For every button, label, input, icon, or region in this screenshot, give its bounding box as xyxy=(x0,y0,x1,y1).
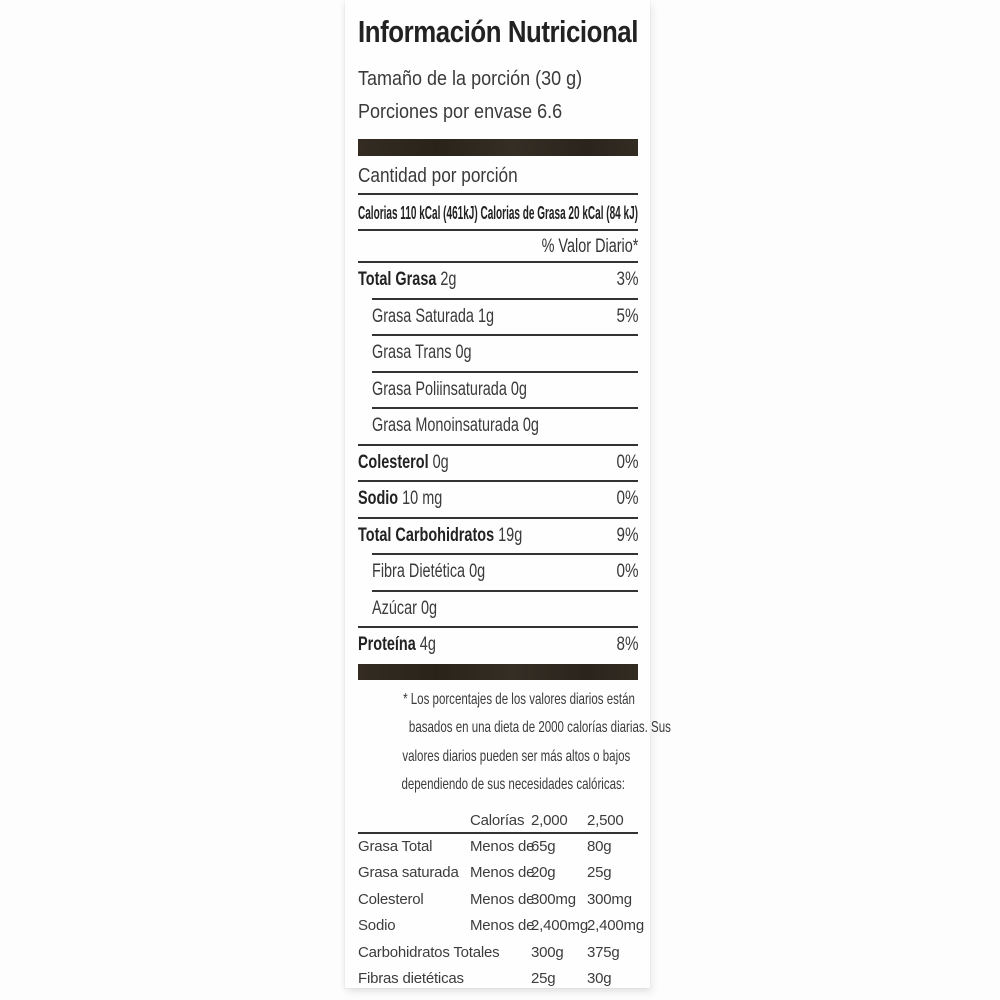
servings-per-container-text: Porciones por envase 6.6 xyxy=(358,101,563,123)
table-cell: Fibras dietéticas xyxy=(358,970,464,987)
nutrient-label: Fibra Dietética xyxy=(372,561,466,582)
label-title: Información Nutricional xyxy=(358,14,638,49)
nutrient-row xyxy=(358,263,638,298)
table-header-cell xyxy=(358,808,470,835)
nutrient-row xyxy=(358,373,638,408)
table-cell: Grasa saturada xyxy=(358,864,459,881)
nutrient-value: 0g xyxy=(465,561,486,582)
serving-size-text: Tamaño de la porción (30 g) xyxy=(358,68,583,90)
table-cell: 300mg xyxy=(531,890,576,908)
nutrient-label: Grasa Poliinsaturada xyxy=(372,378,507,400)
nutrient-row xyxy=(358,409,638,444)
table-cell xyxy=(470,966,531,993)
nutrient-text xyxy=(358,628,436,663)
table-header-cell: Calorías xyxy=(470,811,525,829)
footnote xyxy=(358,686,671,800)
table-cell: 300mg xyxy=(587,890,632,908)
calories-row xyxy=(358,195,638,231)
nutrient-label: Colesterol xyxy=(358,451,429,473)
table-cell: Menos de xyxy=(470,864,535,881)
footnote-text: basados en una dieta de 2000 calorías diarias. Sus xyxy=(408,719,671,736)
nutrient-daily-value: 3% xyxy=(616,269,638,290)
reference-table xyxy=(358,808,644,993)
calories-text: Calorias 110 kCal (461kJ) Calorias de Grasa 20 kCal (84 kJ) xyxy=(358,203,638,223)
nutrient-value: 2g xyxy=(436,269,457,290)
nutrient-value: 0g xyxy=(416,597,438,619)
table-cell: 300g xyxy=(531,943,564,961)
table-cell: 65g xyxy=(531,837,556,855)
nutrient-label: Sodio xyxy=(358,488,399,509)
nutrient-value: 1g xyxy=(473,305,495,327)
nutrient-label: Total Carbohidratos xyxy=(358,524,495,546)
divider-bar-bottom xyxy=(358,664,638,680)
servings-per-container-row xyxy=(358,97,638,128)
nutrient-row xyxy=(358,628,638,663)
nutrient-row xyxy=(358,592,638,627)
nutrient-text xyxy=(372,555,485,590)
table-cell: 375g xyxy=(587,943,620,961)
table-cell: 2,400mg xyxy=(587,917,644,934)
nutrient-daily-value: 0% xyxy=(616,488,638,509)
table-cell: 30g xyxy=(587,970,612,987)
nutrient-rows xyxy=(358,263,638,663)
nutrient-label: Grasa Trans xyxy=(372,342,452,363)
serving-size-row xyxy=(358,64,638,95)
daily-value-header-text: % Valor Diario* xyxy=(541,236,638,257)
footnote-text: dependiendo de sus necesidades calóricas: xyxy=(401,776,625,793)
footnote-line xyxy=(358,743,638,772)
table-header-cell: 2,500 xyxy=(587,811,624,829)
table-cell: 25g xyxy=(531,970,556,987)
footnote-text: * Los porcentajes de los valores diarios están xyxy=(403,690,635,708)
nutrition-label xyxy=(345,0,671,988)
nutrient-value: 0g xyxy=(451,342,472,363)
footnote-line xyxy=(358,771,638,800)
table-row xyxy=(358,940,638,967)
table-cell: 80g xyxy=(587,837,612,855)
footnote-line xyxy=(358,686,638,715)
nutrient-row xyxy=(358,482,638,517)
nutrient-label: Proteína xyxy=(358,634,416,655)
divider-bar-top xyxy=(358,139,638,156)
nutrient-text xyxy=(358,482,442,517)
nutrient-row xyxy=(358,446,638,481)
table-row xyxy=(358,834,638,861)
table-cell: Menos de xyxy=(470,837,535,855)
nutrient-daily-value: 0% xyxy=(616,561,638,582)
nutrient-text xyxy=(358,263,456,298)
table-cell: Sodio xyxy=(358,917,396,934)
table-cell: Menos de xyxy=(470,890,535,908)
nutrient-daily-value: 8% xyxy=(616,634,638,655)
nutrient-label: Grasa Saturada xyxy=(372,305,474,327)
table-cell: Grasa Total xyxy=(358,837,433,855)
label-title-row xyxy=(358,12,638,52)
table-cell: 2,400mg xyxy=(531,917,588,934)
nutrient-daily-value: 5% xyxy=(616,305,638,327)
nutrient-row xyxy=(358,336,638,371)
table-row xyxy=(358,887,638,914)
table-cell: 20g xyxy=(531,864,556,881)
nutrient-daily-value: 9% xyxy=(616,524,638,546)
nutrient-label: Grasa Monoinsaturada xyxy=(372,415,519,436)
nutrient-value: 0g xyxy=(518,415,539,436)
nutrient-text xyxy=(358,519,522,554)
nutrient-text xyxy=(372,373,527,408)
nutrient-daily-value: 0% xyxy=(616,451,638,473)
table-cell: 25g xyxy=(587,864,612,881)
nutrient-text xyxy=(372,300,494,335)
nutrient-row xyxy=(358,555,638,590)
amount-per-serving-text: Cantidad por porción xyxy=(358,165,518,187)
nutrient-text xyxy=(372,409,539,444)
nutrient-value: 4g xyxy=(415,634,436,655)
table-cell: Menos de xyxy=(470,917,535,934)
nutrient-label: Total Grasa xyxy=(358,269,437,290)
table-cell xyxy=(470,940,531,967)
nutrient-value: 0g xyxy=(428,451,449,473)
nutrient-value: 0g xyxy=(506,378,527,400)
nutrient-row xyxy=(358,519,638,554)
footnote-line xyxy=(358,714,671,743)
nutrient-text xyxy=(358,446,449,481)
daily-value-header-row xyxy=(358,231,638,263)
amount-per-serving-row xyxy=(358,161,638,195)
table-row xyxy=(358,966,638,993)
nutrient-text xyxy=(372,592,437,627)
table-row xyxy=(358,860,638,887)
table-cell: Colesterol xyxy=(358,890,424,908)
footnote-text: valores diarios pueden ser más altos o bajos xyxy=(402,747,631,765)
nutrient-text xyxy=(372,336,472,371)
table-row xyxy=(358,913,644,940)
nutrient-row xyxy=(358,300,638,335)
table-header-cell: 2,000 xyxy=(531,811,568,829)
nutrient-value: 19g xyxy=(494,524,523,546)
nutrient-label: Azúcar xyxy=(372,597,417,619)
nutrient-value: 10 mg xyxy=(398,488,443,509)
table-cell: Carbohidratos Totales xyxy=(358,943,500,961)
table-header-row xyxy=(358,808,638,834)
